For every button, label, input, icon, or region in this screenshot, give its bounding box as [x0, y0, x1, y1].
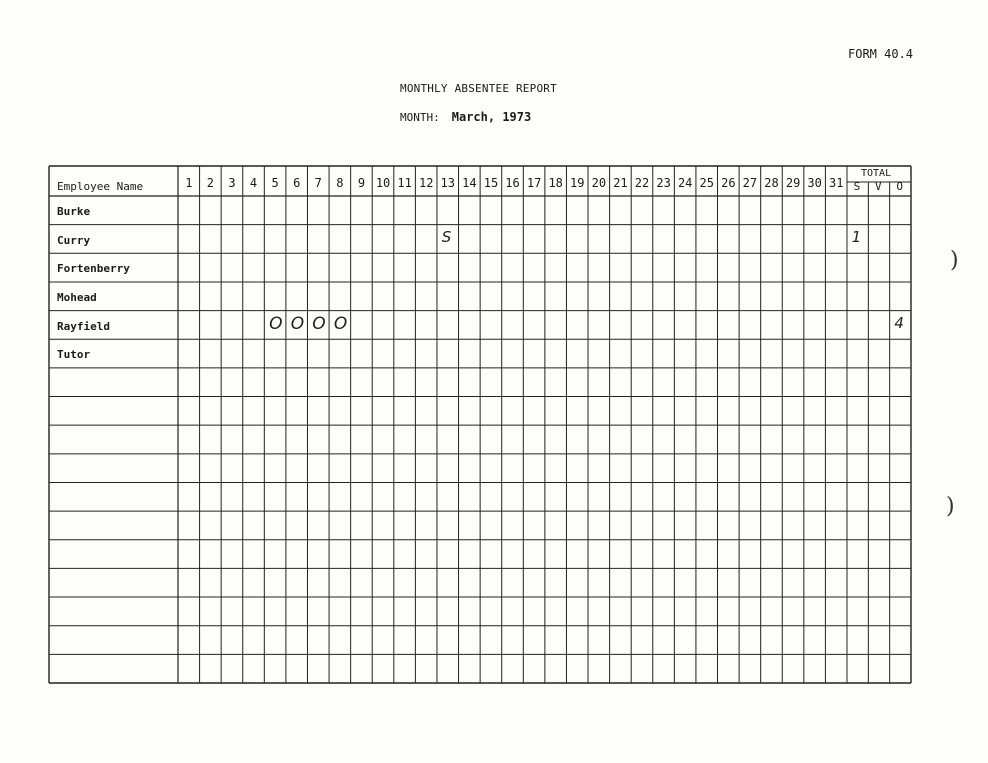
day-header: 3	[228, 176, 236, 190]
month-value: March, 1973	[451, 110, 532, 124]
day-header: 22	[634, 176, 650, 190]
day-header: 30	[807, 176, 822, 190]
handwritten-mark: 4	[894, 313, 904, 332]
name-column-header: Employee Name	[57, 180, 144, 193]
day-header: 15	[483, 176, 499, 190]
employee-name: Curry	[57, 233, 91, 247]
report-title: MONTHLY ABSENTEE REPORT	[400, 82, 557, 95]
employee-name: Mohead	[57, 290, 97, 304]
day-header: 26	[721, 176, 736, 190]
day-header: 27	[742, 176, 758, 190]
employee-name: Tutor	[57, 348, 91, 362]
handwritten-mark: 1	[851, 227, 862, 246]
day-header: 21	[613, 176, 628, 190]
day-header: 5	[271, 176, 279, 190]
day-header: 18	[548, 176, 563, 190]
day-header: 16	[505, 176, 520, 190]
day-header: 20	[591, 176, 607, 190]
day-header: 17	[526, 176, 542, 190]
employee-name: Fortenberry	[57, 262, 130, 276]
handwritten-mark: O	[333, 313, 348, 334]
handwritten-mark: O	[290, 313, 305, 334]
day-header: 25	[699, 176, 714, 190]
day-header: 23	[656, 176, 671, 190]
margin-mark: )	[950, 248, 959, 273]
day-header: 13	[440, 176, 455, 190]
handwritten-mark: O	[269, 313, 283, 334]
form-number: FORM 40.4	[848, 47, 914, 61]
day-header: 12	[418, 176, 434, 190]
day-header: 7	[314, 176, 322, 190]
day-header: 10	[375, 176, 391, 190]
day-header: 6	[293, 176, 301, 190]
day-header: 2	[206, 176, 214, 190]
total-column-header: O	[896, 180, 903, 193]
day-header: 11	[397, 176, 412, 190]
day-header: 24	[677, 176, 693, 190]
day-header: 8	[336, 176, 344, 190]
day-header: 29	[785, 176, 801, 190]
day-header: 14	[462, 176, 477, 190]
total-header: TOTAL	[861, 168, 892, 179]
total-column-header: V	[875, 180, 882, 193]
day-header: 31	[829, 176, 844, 190]
total-column-header: S	[853, 180, 861, 193]
handwritten-mark: O	[312, 313, 326, 334]
margin-mark: )	[946, 494, 955, 519]
employee-name: Burke	[57, 205, 91, 218]
day-header: 28	[764, 176, 779, 190]
day-header: 9	[357, 176, 366, 190]
handwritten-mark: S	[441, 227, 452, 246]
day-header: 1	[185, 176, 193, 190]
day-header: 4	[249, 176, 258, 190]
employee-name: Rayfield	[57, 319, 110, 333]
month-label: MONTH:	[400, 111, 440, 124]
day-header: 19	[570, 176, 585, 190]
